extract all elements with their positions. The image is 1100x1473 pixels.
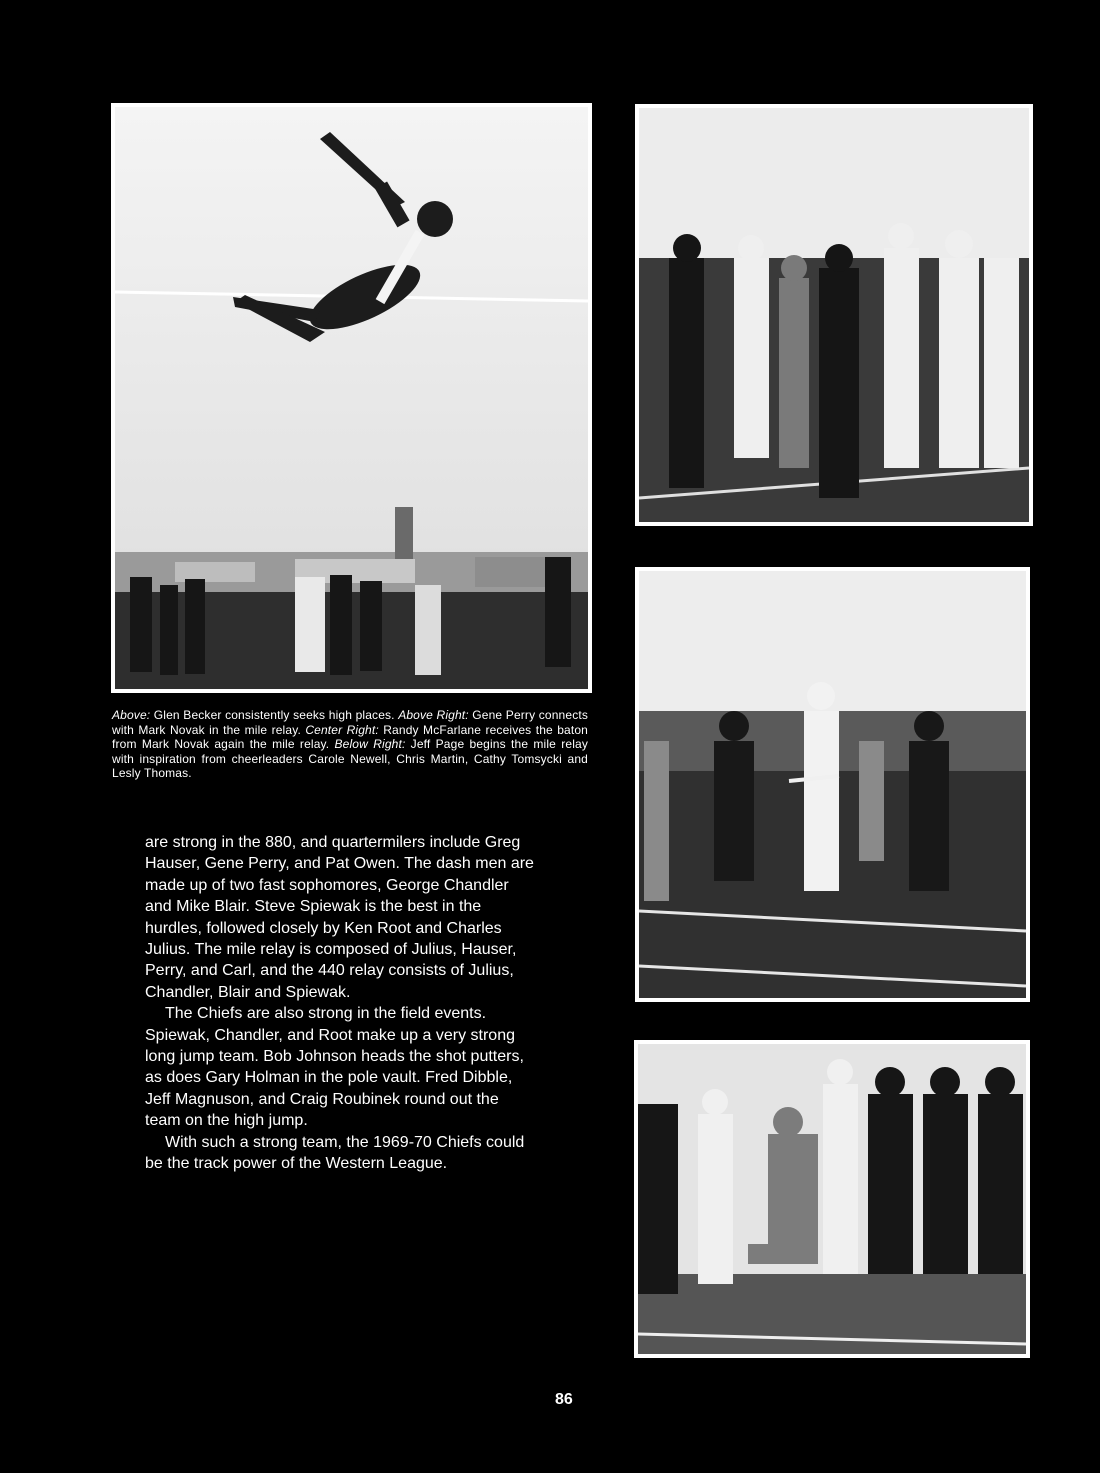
relay-start-photo bbox=[634, 1040, 1030, 1358]
page-number: 86 bbox=[555, 1391, 573, 1408]
high-jump-image bbox=[115, 107, 588, 689]
photo-caption bbox=[112, 708, 588, 781]
body-paragraph-2: The Chiefs are also strong in the field events. Spiewak, Chandler, and Root make up a very strong long jump team. Bob Johnson heads the shot putters, as does Gary Holman in the pole vault. Fred Dibble, Jeff Magnuson, and Craig Roubinek round out the team on the high jump. bbox=[145, 1005, 524, 1130]
caption-center-right-label: Center Right: bbox=[305, 722, 379, 737]
caption-below-right-text: Jeff Page begins the mile relay with inspiration from cheerleaders Carole Newell, Chris Martin, Cathy Tomsycki and Lesly Thomas. bbox=[112, 737, 588, 781]
relay-start-image bbox=[638, 1044, 1026, 1354]
caption-below-right-label: Below Right: bbox=[334, 737, 406, 752]
body-paragraph-1: are strong in the 880, and quartermilers include Greg Hauser, Gene Perry, and Pat Owen. The dash men are made up of two fast sophomores, George Chandler and Mike Blair. Steve Spiewak is the best in the hurdles, followed closely by Ken Root and Charles Julius. The mile relay is composed of Julius, Hauser, Perry, and Carl, and the 440 relay consists of Julius, Chandler, Blair and Spiewak. bbox=[145, 834, 534, 1001]
caption-above-right-label: Above Right: bbox=[398, 708, 469, 722]
body-paragraph-3: With such a strong team, the 1969-70 Chiefs could be the track power of the Western League. bbox=[145, 1133, 525, 1173]
relay-handoff-photo bbox=[635, 104, 1033, 526]
relay-baton-photo bbox=[635, 567, 1030, 1002]
caption-center-right-text: Randy McFarlane receives the baton from Mark Novak again the mile relay. bbox=[112, 722, 588, 752]
relay-baton-image bbox=[639, 571, 1026, 998]
caption-above-label: Above: bbox=[112, 708, 151, 722]
article-body bbox=[145, 832, 535, 1175]
caption-above-right-text: Gene Perry connects with Mark Novak in the mile relay. bbox=[112, 708, 588, 737]
caption-above-text: Glen Becker consistently seeks high places. bbox=[150, 708, 399, 722]
high-jump-photo bbox=[111, 103, 592, 693]
relay-handoff-image bbox=[639, 108, 1029, 522]
